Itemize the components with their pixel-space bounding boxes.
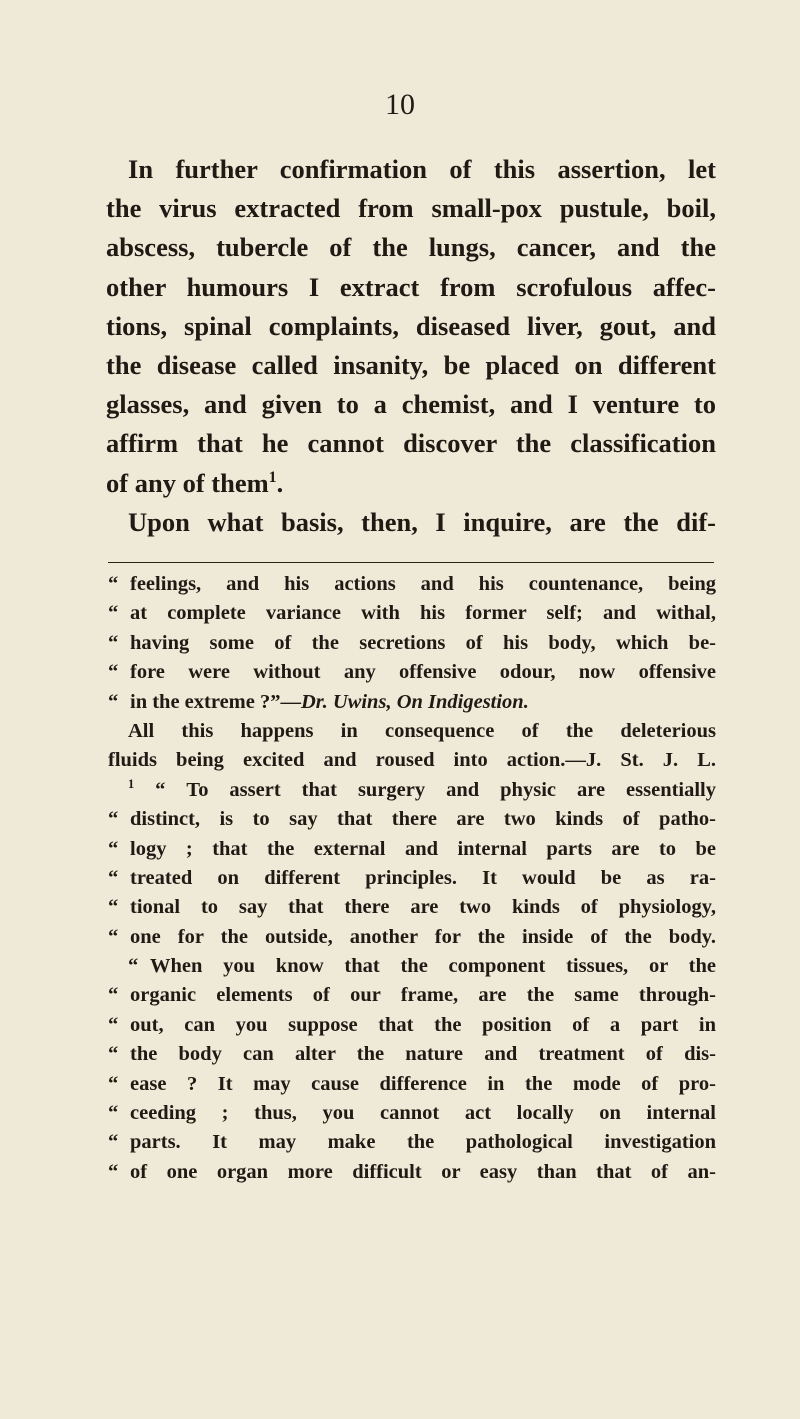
footnote-line: All this happens in consequence of the deleterious: [128, 719, 716, 742]
quote-mark: “: [108, 573, 119, 595]
footnote-line: “ ease ? It may cause difference in the mode of pro-: [108, 1070, 716, 1099]
main-line: [106, 464, 716, 503]
quote-mark: “: [108, 984, 119, 1007]
footnote-line: “ in the extreme ?”—Dr. Uwins, On Indigestion.: [108, 688, 716, 717]
footnote-line: fluids being excited and roused into action.—J. St. J. L.: [108, 749, 716, 772]
footnote-line: “ When you know that the component tissues, or the: [108, 952, 716, 981]
citation: Dr. Uwins, On Indigestion.: [300, 690, 529, 713]
footnote-line: “ having some of the secretions of his body, which be-: [108, 629, 716, 658]
quote-mark: “: [108, 690, 119, 713]
footnotes: [108, 570, 716, 1187]
quote-mark: “: [108, 808, 119, 831]
main-line: the virus extracted from small-pox pustule, boil,: [106, 193, 716, 224]
main-text: [106, 150, 716, 542]
quote-mark: “: [108, 1160, 119, 1183]
footnote-line: “ parts. It may make the pathological investigation: [108, 1128, 716, 1157]
footnote-line: “ at complete variance with his former self; and withal,: [108, 599, 716, 628]
footnote-line: “ out, can you suppose that the position of a part in: [108, 1011, 716, 1040]
footnote-line: “ treated on different principles. It would be as ra-: [108, 864, 716, 893]
main-line-text: of any of them: [106, 467, 269, 498]
main-line: the disease called insanity, be placed on different: [106, 349, 716, 380]
quote-mark: “: [108, 925, 119, 948]
footnote-line: “ of one organ more difficult or easy than that of an-: [108, 1158, 716, 1187]
footnote-marker: 1: [128, 776, 135, 791]
quote-mark: “: [108, 602, 119, 625]
quote-mark: “: [108, 866, 119, 889]
main-line: glasses, and given to a chemist, and I venture to: [106, 389, 716, 420]
page-number: 10: [385, 88, 415, 121]
footnote-line: “ distinct, is to say that there are two kinds of patho-: [108, 805, 716, 834]
footnote-line: “ logy ; that the external and internal parts are to be: [108, 835, 716, 864]
period: .: [276, 467, 284, 498]
main-line: affirm that he cannot discover the classification: [106, 428, 716, 459]
quote-mark: “: [108, 1013, 119, 1036]
main-line: other humours I extract from scrofulous affec-: [106, 271, 716, 302]
main-line: Upon what basis, then, I inquire, are the dif-: [128, 506, 716, 537]
quote-mark: “: [108, 661, 119, 684]
footnote-line: “ tional to say that there are two kinds of physiology,: [108, 893, 716, 922]
quote-mark: “: [108, 1043, 119, 1066]
main-line: In further confirmation of this assertion, let: [128, 154, 716, 184]
footnote-line: $^1$ “ To assert that surgery and physic are essentially: [128, 776, 717, 801]
quote-mark: “: [108, 1131, 119, 1154]
main-line: abscess, tubercle of the lungs, cancer, and the: [106, 232, 716, 263]
footnote-line: “ one for the outside, another for the inside of the body.: [108, 923, 716, 952]
footnote-divider: [108, 562, 714, 563]
footnote-line: “ fore were without any offensive odour, now offensive: [108, 658, 716, 687]
footnote-line: “ the body can alter the nature and treatment of dis-: [108, 1040, 716, 1069]
quote-mark: “: [108, 837, 119, 860]
quote-mark: “: [155, 778, 166, 801]
footnote-reference: 1: [268, 468, 277, 486]
main-line: tions, spinal complaints, diseased liver, gout, and: [106, 310, 716, 341]
quote-mark: “: [108, 1072, 119, 1095]
quote-mark: “: [108, 631, 119, 654]
quote-mark: “: [108, 1102, 119, 1125]
quote-mark: “: [128, 955, 139, 978]
footnote-line: “ organic elements of our frame, are the same through-: [108, 981, 716, 1010]
footnote-line: “ feelings, and his actions and his countenance, being: [108, 570, 716, 599]
quote-mark: “: [108, 896, 119, 919]
footnote-line: “ ceeding ; thus, you cannot act locally on internal: [108, 1099, 716, 1128]
